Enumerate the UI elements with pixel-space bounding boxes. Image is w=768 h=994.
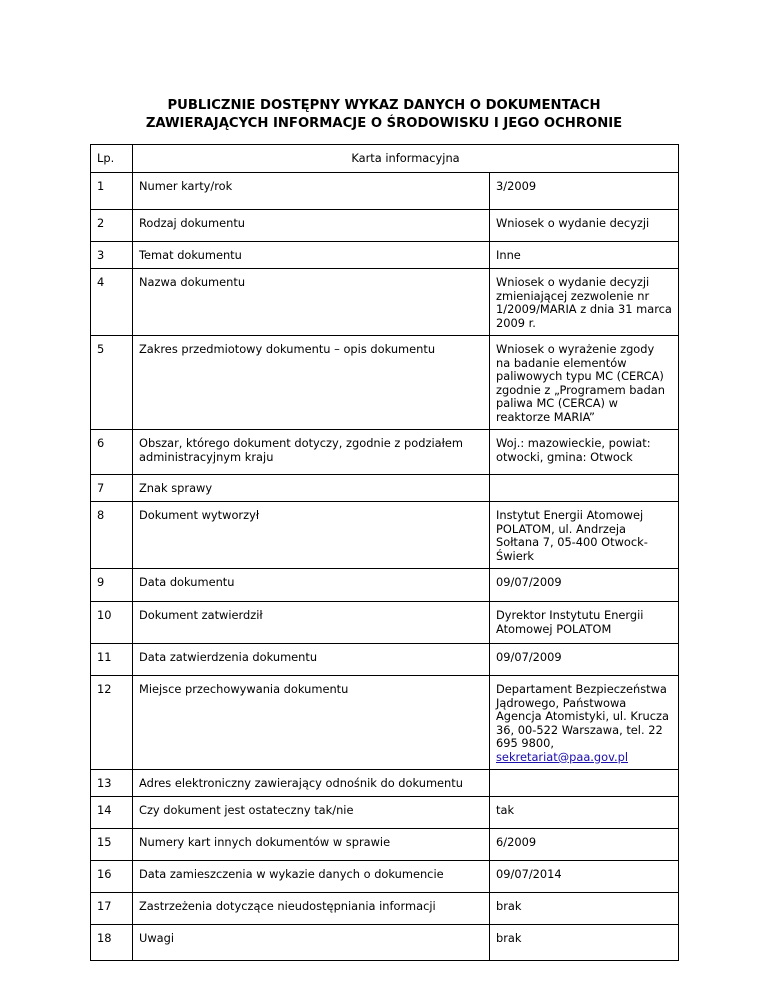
row-label: Uwagi <box>133 925 490 961</box>
row-value: Dyrektor Instytutu Energii Atomowej POLATOM <box>490 602 679 644</box>
table-row <box>91 569 679 602</box>
row-number: 15 <box>91 829 133 861</box>
table-row <box>91 336 679 430</box>
row-label: Miejsce przechowywania dokumentu <box>133 676 490 770</box>
table-row <box>91 893 679 925</box>
row-value: brak <box>490 925 679 961</box>
row-number: 5 <box>91 336 133 430</box>
table-row <box>91 269 679 336</box>
row-value: 09/07/2009 <box>490 644 679 676</box>
row-label: Czy dokument jest ostateczny tak/nie <box>133 797 490 829</box>
row-number: 7 <box>91 475 133 502</box>
table-row <box>91 829 679 861</box>
row-label: Temat dokumentu <box>133 242 490 269</box>
table-row <box>91 770 679 797</box>
table-row <box>91 925 679 961</box>
row-number: 18 <box>91 925 133 961</box>
row-label: Obszar, którego dokument dotyczy, zgodnie z podziałem administracyjnym kraju <box>133 430 490 475</box>
row-number: 11 <box>91 644 133 676</box>
row-label: Zakres przedmiotowy dokumentu – opis dokumentu <box>133 336 490 430</box>
row-number: 1 <box>91 173 133 210</box>
row-value: Wniosek o wydanie decyzji zmieniającej zezwolenie nr 1/2009/MARIA z dnia 31 marca 2009 r. <box>490 269 679 336</box>
row-number: 3 <box>91 242 133 269</box>
row-value <box>490 770 679 797</box>
row-label: Numer karty/rok <box>133 173 490 210</box>
row-label: Dokument wytworzył <box>133 502 490 569</box>
row-number: 4 <box>91 269 133 336</box>
row-value: brak <box>490 893 679 925</box>
row-label: Nazwa dokumentu <box>133 269 490 336</box>
row-number: 6 <box>91 430 133 475</box>
info-card-table <box>90 144 679 961</box>
document-title <box>90 97 678 133</box>
row-value <box>490 676 679 770</box>
table-row <box>91 242 679 269</box>
row-value: 3/2009 <box>490 173 679 210</box>
title-line-1: PUBLICZNIE DOSTĘPNY WYKAZ DANYCH O DOKUMENTACH <box>167 98 601 113</box>
table-row <box>91 797 679 829</box>
row-number: 9 <box>91 569 133 602</box>
title-line-2: ZAWIERAJĄCYCH INFORMACJE O ŚRODOWISKU I JEGO OCHRONIE <box>145 116 623 131</box>
table-row <box>91 475 679 502</box>
row-value: Inne <box>490 242 679 269</box>
row-label: Zastrzeżenia dotyczące nieudostępniania informacji <box>133 893 490 925</box>
table-row <box>91 861 679 893</box>
row-value: Instytut Energii Atomowej POLATOM, ul. Andrzeja Sołtana 7, 05-400 Otwock-Świerk <box>490 502 679 569</box>
header-lp: Lp. <box>91 145 133 173</box>
row-value: Wniosek o wydanie decyzji <box>490 210 679 242</box>
row-value: 09/07/2009 <box>490 569 679 602</box>
email-link[interactable]: sekretariat@paa.gov.pl <box>496 749 628 764</box>
table-header-row <box>91 145 679 173</box>
row-label: Adres elektroniczny zawierający odnośnik do dokumentu <box>133 770 490 797</box>
row-value-text: Departament Bezpieczeństwa Jądrowego, Państwowa Agencja Atomistyki, ul. Krucza 36, 00-522 Warszawa, tel. 22 695 9800, <box>496 682 669 750</box>
row-label: Rodzaj dokumentu <box>133 210 490 242</box>
table-row <box>91 173 679 210</box>
row-label: Data zamieszczenia w wykazie danych o dokumencie <box>133 861 490 893</box>
row-value <box>490 475 679 502</box>
row-number: 14 <box>91 797 133 829</box>
table-row <box>91 602 679 644</box>
row-number: 8 <box>91 502 133 569</box>
table-row <box>91 676 679 770</box>
row-value: 6/2009 <box>490 829 679 861</box>
row-number: 10 <box>91 602 133 644</box>
row-label: Numery kart innych dokumentów w sprawie <box>133 829 490 861</box>
row-value: Woj.: mazowieckie, powiat: otwocki, gmina: Otwock <box>490 430 679 475</box>
row-number: 13 <box>91 770 133 797</box>
table-row <box>91 644 679 676</box>
table-row <box>91 502 679 569</box>
table-row <box>91 210 679 242</box>
row-label: Data dokumentu <box>133 569 490 602</box>
row-label: Dokument zatwierdził <box>133 602 490 644</box>
row-label: Data zatwierdzenia dokumentu <box>133 644 490 676</box>
row-number: 2 <box>91 210 133 242</box>
row-number: 16 <box>91 861 133 893</box>
row-value: Wniosek o wyrażenie zgody na badanie elementów paliwowych typu MC (CERCA) zgodnie z „Programem badan paliwa MC (CERCA) w reaktorze MARIA” <box>490 336 679 430</box>
row-number: 12 <box>91 676 133 770</box>
header-card: Karta informacyjna <box>133 145 679 173</box>
row-value: tak <box>490 797 679 829</box>
row-value: 09/07/2014 <box>490 861 679 893</box>
row-number: 17 <box>91 893 133 925</box>
table-row <box>91 430 679 475</box>
row-label: Znak sprawy <box>133 475 490 502</box>
